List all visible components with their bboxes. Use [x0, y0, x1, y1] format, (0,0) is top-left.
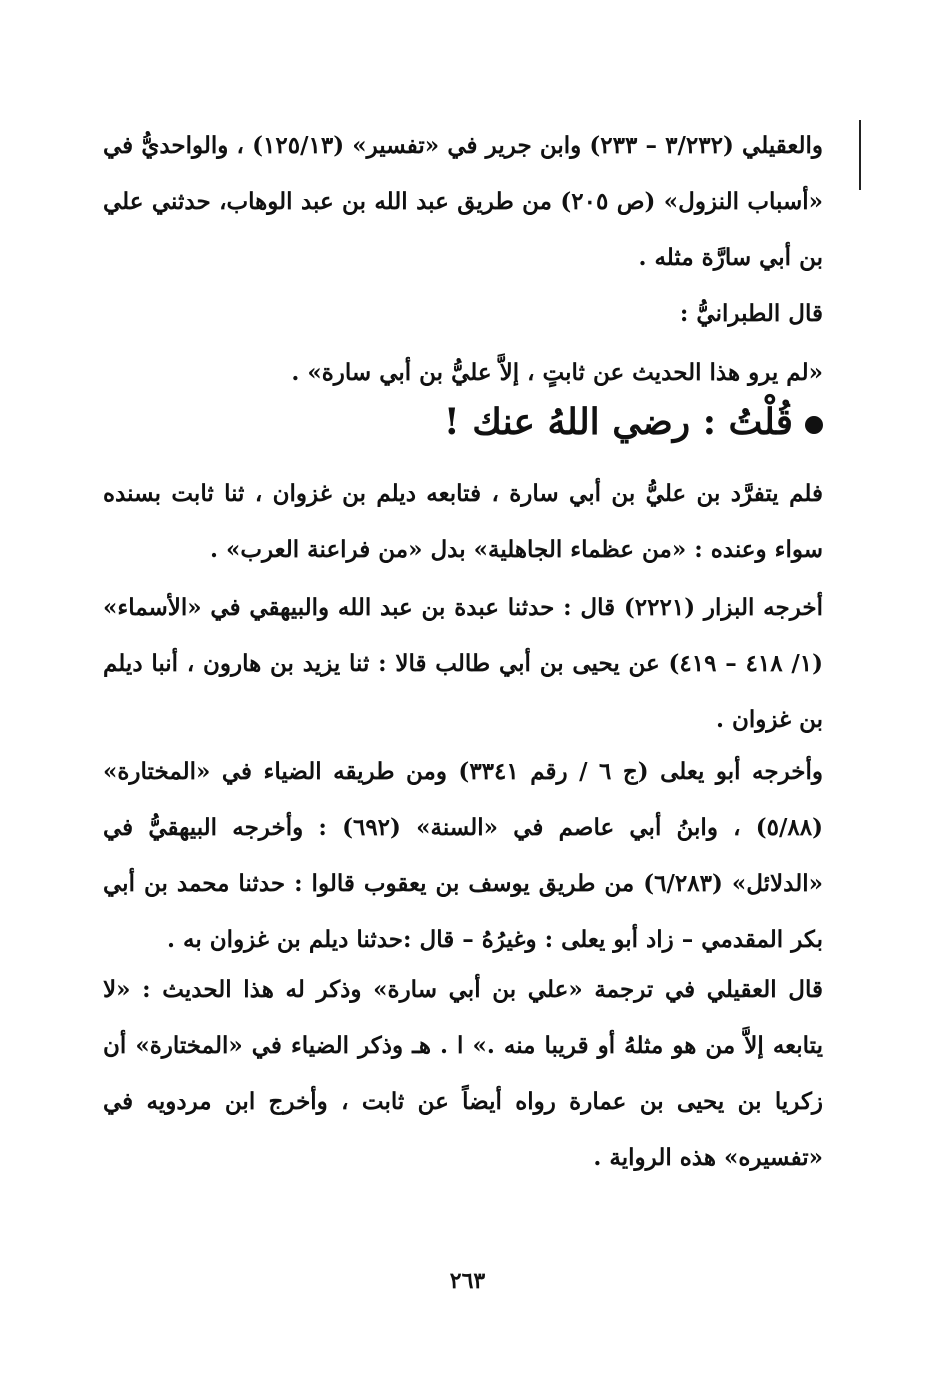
margin-mark [859, 120, 861, 190]
page-number: ٢٦٣ [449, 1268, 486, 1294]
paragraph-daylam: فلم يتفرَّد بن عليُّ بن أبي سارة ، فتابعه ديلم بن غزوان ، ثنا ثابت بسنده سواء وعنده : «من عظماء الجاهلية» بدل «من فراعنة العرب» . [103, 480, 823, 563]
paragraph-abu-yala: وأخرجه أبو يعلى (ج ٦ / رقم ٣٣٤١) ومن طريقه الضياء في «المختارة» (٥/٨٨) ، وابنُ أبي عاصم في «السنة» (٦٩٢) : وأخرجه البيهقيُّ في «الدلائل» (٦/٢٨٣) من طريق يوسف بن يعقوب قالوا : حدثنا محمد بن أبي بكر المقدمي – زاد أبو يعلى : وغيرُهُ – قال :حدثنا ديلم بن غزوان به . [103, 758, 823, 953]
section-heading [103, 394, 823, 450]
paragraph-tabarani-intro: قال الطبرانيُّ : [679, 300, 823, 327]
paragraph-bazzar: أخرجه البزار (٢٢٢١) قال : حدثنا عبدة بن عبد الله والبيهقي في «الأسماء» (١/ ٤١٨ – ٤١٩) عن يحيى بن أبي طالب قالا : ثنا يزيد بن هارون ، أنبا ديلم بن غزوان . [103, 594, 823, 733]
heading-text: قُلْتُ : رضي اللهُ عنك ! [443, 401, 793, 443]
paragraph-citations: والعقيلي (٣/٢٣٢ – ٢٣٣) وابن جرير في «تفسير» (١٢٥/١٣) ، والواحديُّ في «أسباب النزول» (ص ٢٠٥) من طريق عبد الله بن عبد الوهاب، حدثني علي بن أبي سارَّة مثله . [103, 132, 824, 271]
paragraph-tabarani-quote: «لم يرو هذا الحديث عن ثابتٍ ، إلاَّ عليُّ بن أبي سارة» . [291, 359, 823, 386]
paragraph-uqayli: قال العقيلي في ترجمة «علي بن أبي سارة» وذكر له هذا الحديث : «لا يتابعه إلاَّ من هو مثلهُ أو قريبا منه .» ا . هـ وذكر الضياء في «المختارة» أن زكريا بن يحيى بن عمارة رواه أيضاً عن ثابت ، وأخرج ابن مردويه في «تفسيره» هذه الرواية . [103, 976, 823, 1171]
bullet-icon [805, 416, 823, 434]
